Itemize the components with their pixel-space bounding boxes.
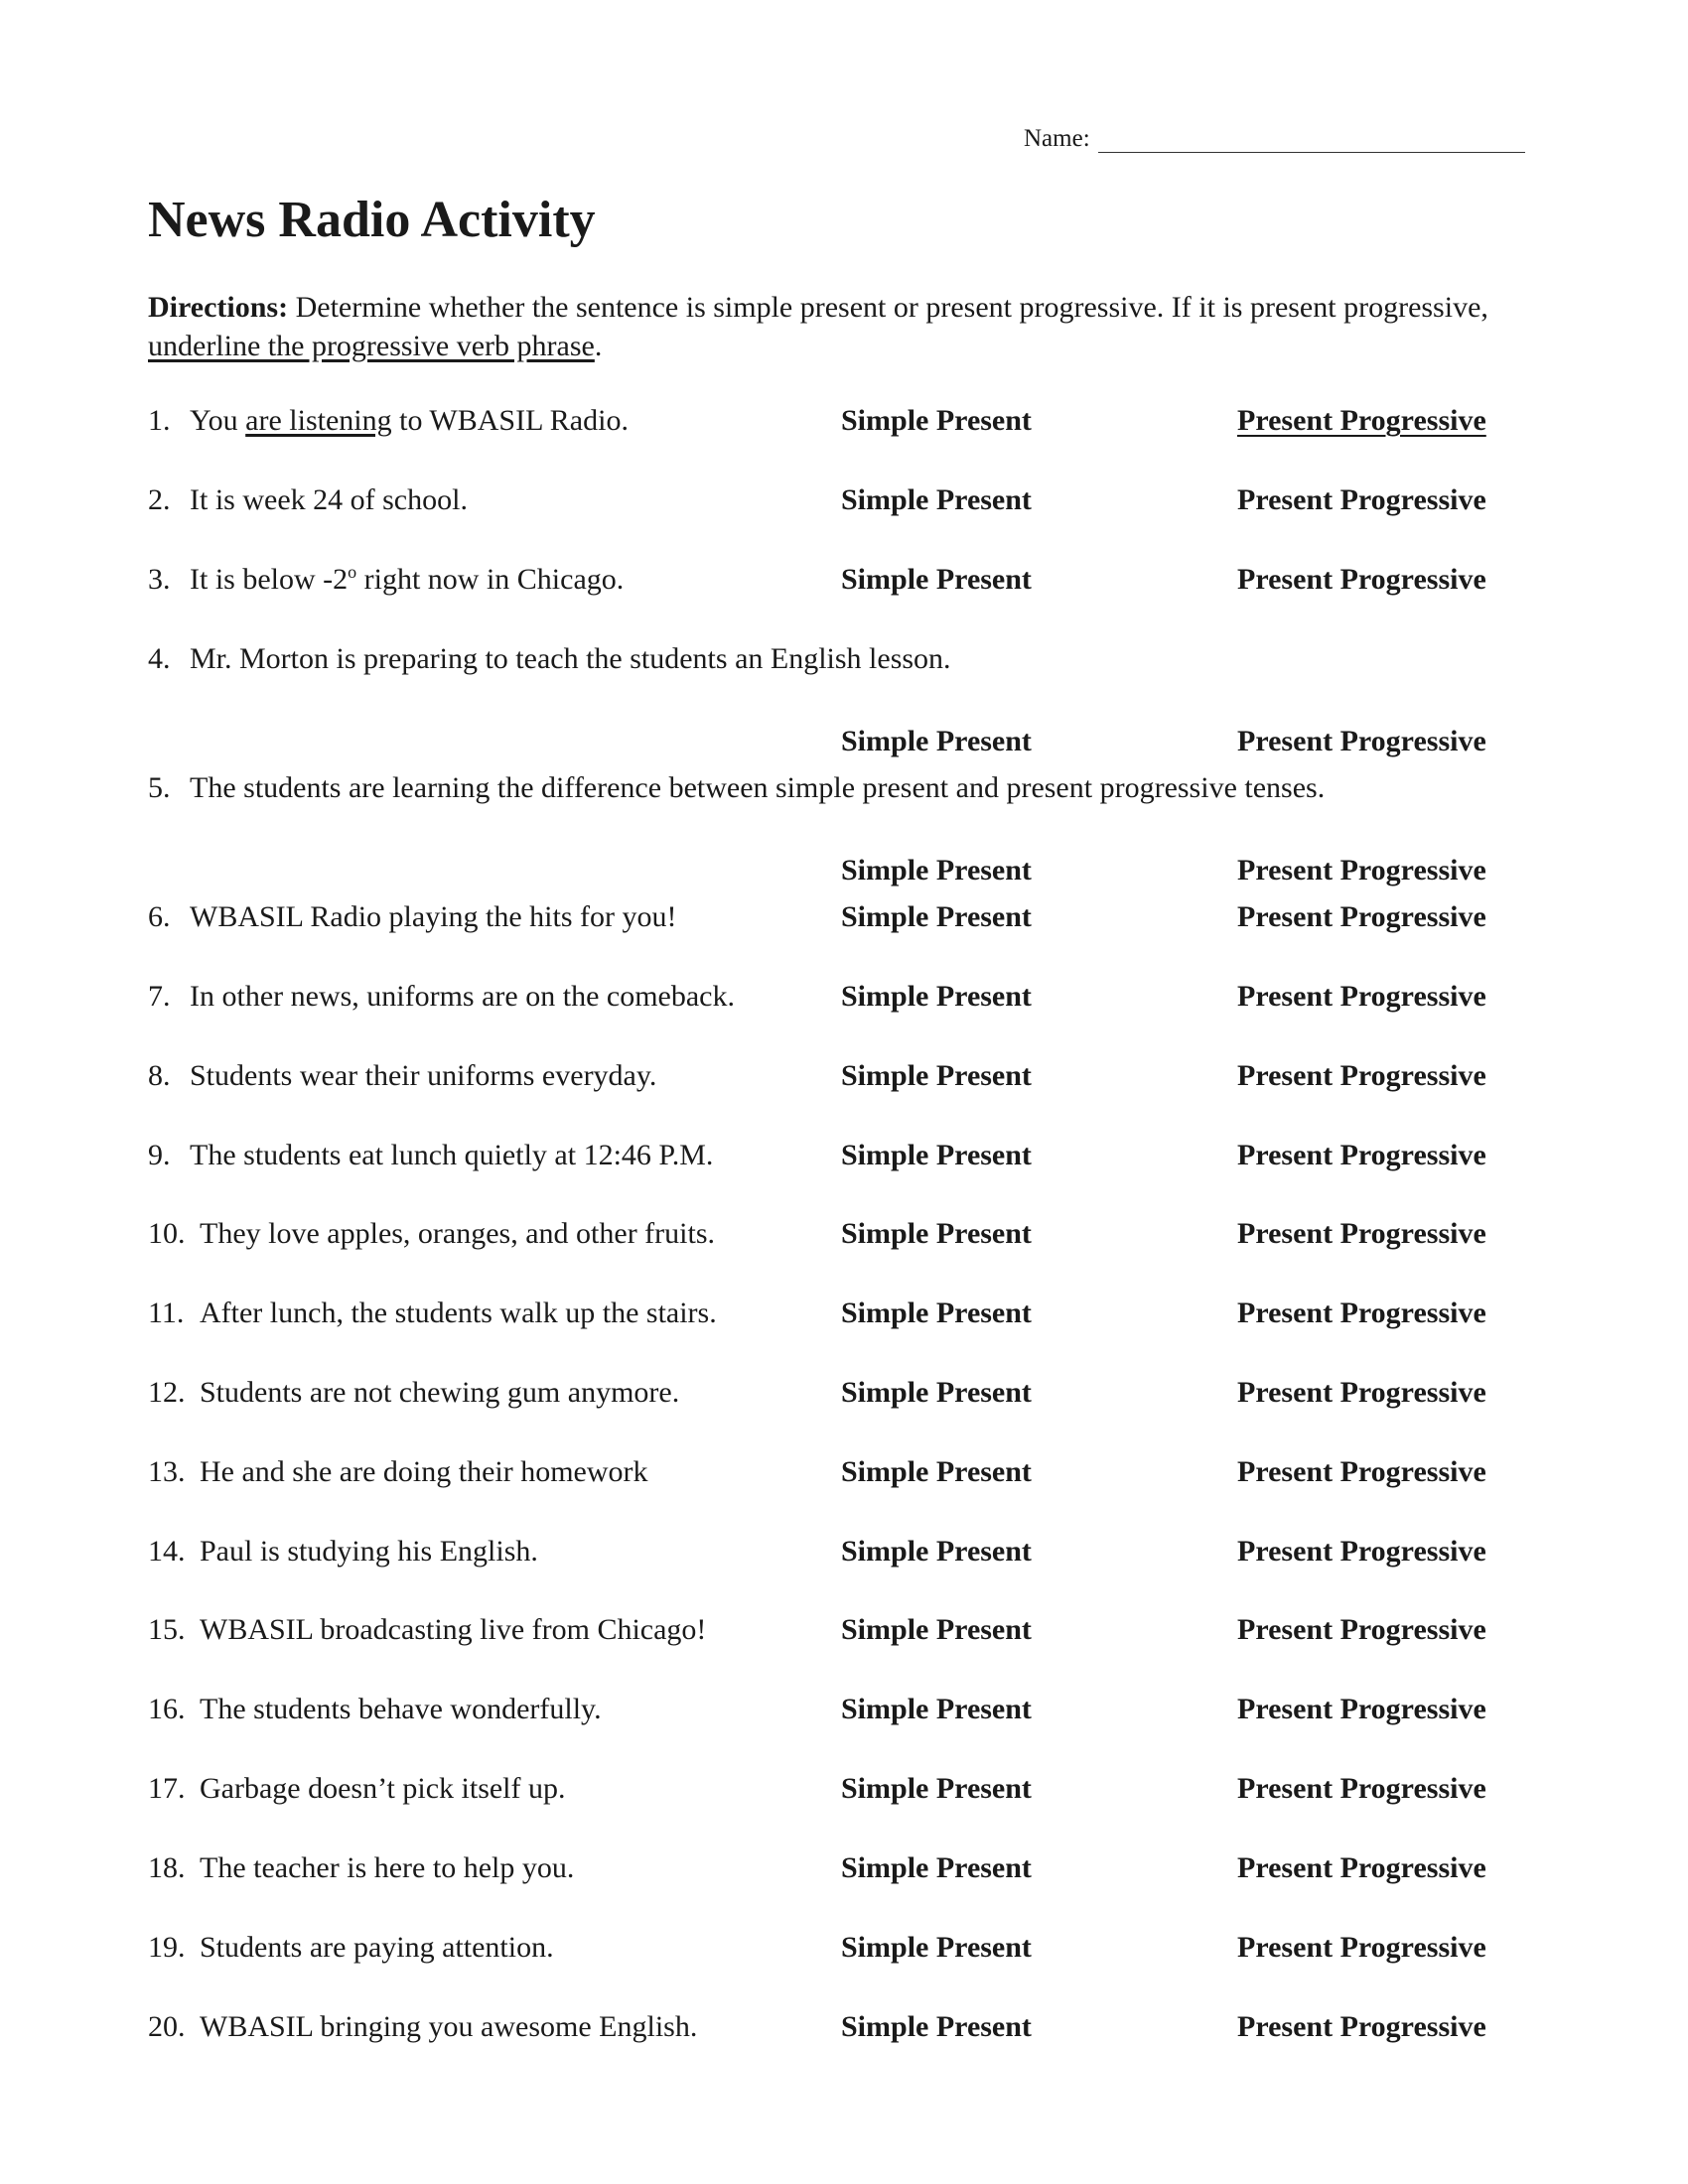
option-present-progressive[interactable]: Present Progressive <box>1237 1297 1486 1329</box>
question-sentence: It is below -2$^o$ right now in Chicago. <box>190 562 625 596</box>
option-simple-present[interactable]: Simple Present <box>841 1772 1032 1805</box>
question-number: 14. <box>148 1535 186 1568</box>
option-present-progressive[interactable]: Present Progressive <box>1237 1217 1486 1250</box>
question-number: 3. <box>148 563 171 596</box>
question-number: 2. <box>148 483 171 516</box>
page-title: News Radio Activity <box>148 192 596 248</box>
option-present-progressive[interactable]: Present Progressive <box>1237 980 1486 1013</box>
degree-superscript: o <box>348 562 357 582</box>
question-sentence: Students wear their uniforms everyday. <box>190 1059 657 1092</box>
name-field <box>1024 125 1525 153</box>
option-present-progressive[interactable]: Present Progressive <box>1237 1693 1486 1725</box>
question-sentence: WBASIL broadcasting live from Chicago! <box>200 1613 707 1646</box>
option-present-progressive[interactable]: Present Progressive <box>1237 725 1486 757</box>
option-simple-present[interactable]: Simple Present <box>841 1535 1032 1568</box>
question-number: 5. <box>148 771 171 804</box>
question-row <box>148 404 1538 444</box>
question-sentence: The students are learning the difference between simple present and present progressive tenses. <box>190 771 1326 804</box>
question-row <box>148 1455 1538 1495</box>
question-sentence: They love apples, oranges, and other fruits. <box>200 1217 716 1250</box>
question-row <box>148 483 1538 523</box>
question-row <box>148 1613 1538 1653</box>
question-row <box>148 1931 1538 1971</box>
question-number: 6. <box>148 900 171 933</box>
option-simple-present[interactable]: Simple Present <box>841 1455 1032 1488</box>
name-label: Name: <box>1024 125 1090 152</box>
option-simple-present[interactable]: Simple Present <box>841 1059 1032 1092</box>
question-sentence: In other news, uniforms are on the comeback. <box>190 980 735 1013</box>
option-simple-present[interactable]: Simple Present <box>841 1851 1032 1884</box>
option-simple-present[interactable]: Simple Present <box>841 1931 1032 1964</box>
question-number: 16. <box>148 1693 186 1725</box>
directions-end: . <box>594 330 603 362</box>
question-number: 17. <box>148 1772 186 1805</box>
question-options-row <box>148 725 1538 764</box>
question-row <box>148 900 1538 940</box>
question-sentence: Garbage doesn’t pick itself up. <box>200 1772 566 1805</box>
option-simple-present[interactable]: Simple Present <box>841 1613 1032 1646</box>
name-blank-line[interactable] <box>1098 126 1525 153</box>
option-present-progressive[interactable]: Present Progressive <box>1237 900 1486 933</box>
question-number: 10. <box>148 1217 186 1250</box>
option-present-progressive[interactable]: Present Progressive <box>1237 1376 1486 1409</box>
question-row <box>148 1059 1538 1099</box>
question-number: 12. <box>148 1376 186 1409</box>
question-options-row <box>148 854 1538 893</box>
directions-text: Determine whether the sentence is simple present or present progressive. If it is present progressive, <box>288 291 1488 324</box>
option-simple-present[interactable]: Simple Present <box>841 1217 1032 1250</box>
option-simple-present[interactable]: Simple Present <box>841 563 1032 596</box>
question-sentence: You are listening to WBASIL Radio. <box>190 404 629 437</box>
option-present-progressive[interactable]: Present Progressive <box>1237 1931 1486 1964</box>
option-present-progressive[interactable]: Present Progressive <box>1237 1455 1486 1488</box>
question-row <box>148 980 1538 1020</box>
underlined-verb-phrase: are listening <box>245 404 392 437</box>
option-present-progressive[interactable]: Present Progressive <box>1237 404 1486 437</box>
option-present-progressive[interactable]: Present Progressive <box>1237 2010 1486 2043</box>
question-sentence: Mr. Morton is preparing to teach the students an English lesson. <box>190 642 951 675</box>
question-number: 1. <box>148 404 171 437</box>
question-sentence: WBASIL Radio playing the hits for you! <box>190 900 677 933</box>
question-number: 11. <box>148 1297 185 1329</box>
question-sentence: It is week 24 of school. <box>190 483 468 516</box>
option-simple-present[interactable]: Simple Present <box>841 980 1032 1013</box>
question-number: 19. <box>148 1931 186 1964</box>
question-number: 9. <box>148 1139 171 1171</box>
option-simple-present[interactable]: Simple Present <box>841 404 1032 437</box>
question-row <box>148 563 1538 603</box>
question-sentence: Students are not chewing gum anymore. <box>200 1376 680 1409</box>
question-sentence: He and she are doing their homework <box>200 1455 648 1488</box>
option-simple-present[interactable]: Simple Present <box>841 725 1032 757</box>
question-number: 13. <box>148 1455 186 1488</box>
directions-underlined-text: underline the progressive verb phrase <box>148 330 595 362</box>
option-present-progressive[interactable]: Present Progressive <box>1237 1535 1486 1568</box>
option-simple-present[interactable]: Simple Present <box>841 900 1032 933</box>
option-simple-present[interactable]: Simple Present <box>841 2010 1032 2043</box>
option-simple-present[interactable]: Simple Present <box>841 1297 1032 1329</box>
question-row <box>148 1535 1538 1574</box>
question-row <box>148 1376 1538 1416</box>
question-sentence: The students eat lunch quietly at 12:46 P.M. <box>190 1139 714 1171</box>
question-row <box>148 1693 1538 1732</box>
question-sentence: After lunch, the students walk up the stairs. <box>200 1297 717 1329</box>
question-number: 8. <box>148 1059 171 1092</box>
question-row <box>148 1297 1538 1336</box>
question-row <box>148 771 1538 811</box>
question-row <box>148 1851 1538 1891</box>
option-simple-present[interactable]: Simple Present <box>841 854 1032 887</box>
question-sentence: The students behave wonderfully. <box>200 1693 602 1725</box>
question-sentence: WBASIL bringing you awesome English. <box>200 2010 698 2043</box>
question-row <box>148 1139 1538 1178</box>
question-row <box>148 1772 1538 1812</box>
option-simple-present[interactable]: Simple Present <box>841 1376 1032 1409</box>
question-number: 15. <box>148 1613 186 1646</box>
question-sentence: Students are paying attention. <box>200 1931 554 1964</box>
question-number: 4. <box>148 642 171 675</box>
option-present-progressive[interactable]: Present Progressive <box>1237 1613 1486 1646</box>
question-row <box>148 2010 1538 2050</box>
question-number: 20. <box>148 2010 186 2043</box>
question-number: 18. <box>148 1851 186 1884</box>
option-present-progressive[interactable]: Present Progressive <box>1237 1772 1486 1805</box>
option-present-progressive[interactable]: Present Progressive <box>1237 1059 1486 1092</box>
question-sentence: The teacher is here to help you. <box>200 1851 575 1884</box>
option-present-progressive[interactable]: Present Progressive <box>1237 563 1486 596</box>
option-present-progressive[interactable]: Present Progressive <box>1237 483 1486 516</box>
option-present-progressive[interactable]: Present Progressive <box>1237 1139 1486 1171</box>
question-row <box>148 1217 1538 1257</box>
option-simple-present[interactable]: Simple Present <box>841 1693 1032 1725</box>
directions-label: Directions: <box>148 291 289 324</box>
question-sentence: Paul is studying his English. <box>200 1535 538 1568</box>
question-number: 7. <box>148 980 171 1013</box>
option-simple-present[interactable]: Simple Present <box>841 1139 1032 1171</box>
directions <box>148 288 1538 365</box>
question-row <box>148 642 1538 682</box>
option-present-progressive[interactable]: Present Progressive <box>1237 1851 1486 1884</box>
option-present-progressive[interactable]: Present Progressive <box>1237 854 1486 887</box>
option-simple-present[interactable]: Simple Present <box>841 483 1032 516</box>
